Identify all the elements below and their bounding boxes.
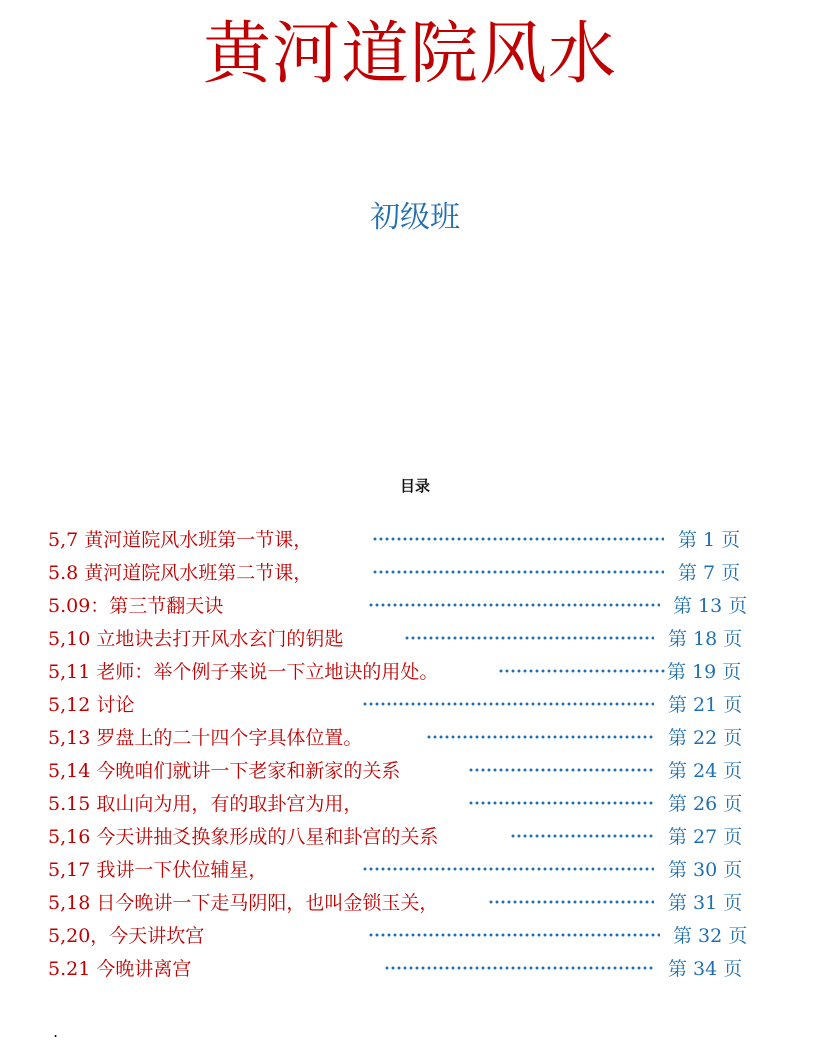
toc-entry[interactable] bbox=[48, 722, 748, 755]
toc-entry[interactable] bbox=[48, 854, 748, 887]
toc-leader-dots bbox=[488, 900, 654, 904]
toc-entry[interactable] bbox=[48, 557, 748, 590]
toc-entry-label[interactable]: 5,10 立地诀去打开风水玄门的钥匙 bbox=[48, 628, 344, 650]
toc-entry[interactable] bbox=[48, 788, 748, 821]
toc-leader-dots bbox=[468, 801, 654, 805]
toc-entry-label[interactable]: 5,12 讨论 bbox=[48, 694, 135, 716]
toc-entry-page[interactable]: 第 1 页 bbox=[678, 529, 741, 551]
toc-entry-page[interactable]: 第 24 页 bbox=[668, 760, 743, 782]
toc-entry-label[interactable]: 5.15 取山向为用，有的取卦宫为用， bbox=[48, 793, 363, 815]
toc-entry-label[interactable]: 5,17 我讲一下伏位辅星， bbox=[48, 859, 268, 881]
toc-leader-dots bbox=[510, 834, 654, 838]
document-title: 黄河道院风水 bbox=[202, 15, 617, 94]
toc-leader-dots bbox=[362, 702, 654, 706]
toc-entry-label[interactable]: 5,14 今晚咱们就讲一下老家和新家的关系 bbox=[48, 760, 401, 782]
toc-entry-label[interactable]: 5,18 日今晚讲一下走马阴阳，也叫金锁玉关， bbox=[48, 892, 439, 914]
toc-entry-page[interactable]: 第 31 页 bbox=[668, 892, 743, 914]
toc-leader-dots bbox=[498, 669, 666, 673]
toc-entry-page[interactable]: 第 26 页 bbox=[668, 793, 743, 815]
toc-entry[interactable] bbox=[48, 524, 748, 557]
toc-leader-dots bbox=[404, 636, 654, 640]
toc-entry[interactable] bbox=[48, 656, 748, 689]
toc-entry[interactable] bbox=[48, 887, 748, 920]
toc-entry-page[interactable]: 第 30 页 bbox=[668, 859, 743, 881]
toc-entry-label[interactable]: 5.8 黄河道院风水班第二节课， bbox=[48, 562, 313, 584]
toc-entry-page[interactable]: 第 21 页 bbox=[668, 694, 743, 716]
toc-entry-label[interactable]: 5,11 老师：举个例子来说一下立地诀的用处。 bbox=[48, 661, 439, 683]
toc-leader-dots bbox=[362, 867, 654, 871]
toc-leader-dots bbox=[384, 966, 654, 970]
toc-leader-dots bbox=[372, 570, 664, 574]
toc-entry[interactable] bbox=[48, 953, 748, 986]
toc-entry-label[interactable]: 5,16 今天讲抽爻换象形成的八星和卦宫的关系 bbox=[48, 826, 439, 848]
toc-entry-label[interactable]: 5.21 今晚讲离宫 bbox=[48, 958, 192, 980]
toc-entry[interactable] bbox=[48, 689, 748, 722]
toc-leader-dots bbox=[368, 933, 660, 937]
toc-entry-label[interactable]: 5,13 罗盘上的二十四个字具体位置。 bbox=[48, 727, 363, 749]
toc-entry-label[interactable]: 5,20，今天讲坎宫 bbox=[48, 925, 205, 947]
toc-entry-page[interactable]: 第 13 页 bbox=[673, 595, 748, 617]
toc-entry[interactable] bbox=[48, 920, 748, 953]
toc-entry[interactable] bbox=[48, 590, 748, 623]
toc-entry-page[interactable]: 第 7 页 bbox=[678, 562, 741, 584]
footer-mark: . bbox=[53, 1022, 59, 1041]
toc-leader-dots bbox=[468, 768, 654, 772]
toc-leader-dots bbox=[368, 603, 660, 607]
toc-entry-page[interactable]: 第 22 页 bbox=[668, 727, 743, 749]
toc-heading: 目录 bbox=[399, 477, 430, 495]
toc-entry[interactable] bbox=[48, 821, 748, 854]
toc-entry-label[interactable]: 5.09：第三节翻天诀 bbox=[48, 595, 224, 617]
toc-entry-label[interactable]: 5,7 黄河道院风水班第一节课， bbox=[48, 529, 313, 551]
toc-entry-page[interactable]: 第 32 页 bbox=[673, 925, 748, 947]
toc-entry-page[interactable]: 第 34 页 bbox=[668, 958, 743, 980]
document-subtitle: 初级班 bbox=[370, 200, 460, 235]
toc-leader-dots bbox=[426, 735, 654, 739]
toc-leader-dots bbox=[372, 537, 664, 541]
toc-entry-page[interactable]: 第 27 页 bbox=[668, 826, 743, 848]
toc-entry-page[interactable]: 第 18 页 bbox=[668, 628, 743, 650]
table-of-contents bbox=[48, 524, 748, 986]
toc-entry[interactable] bbox=[48, 755, 748, 788]
toc-entry-page[interactable]: 第 19 页 bbox=[667, 661, 742, 683]
toc-entry[interactable] bbox=[48, 623, 748, 656]
